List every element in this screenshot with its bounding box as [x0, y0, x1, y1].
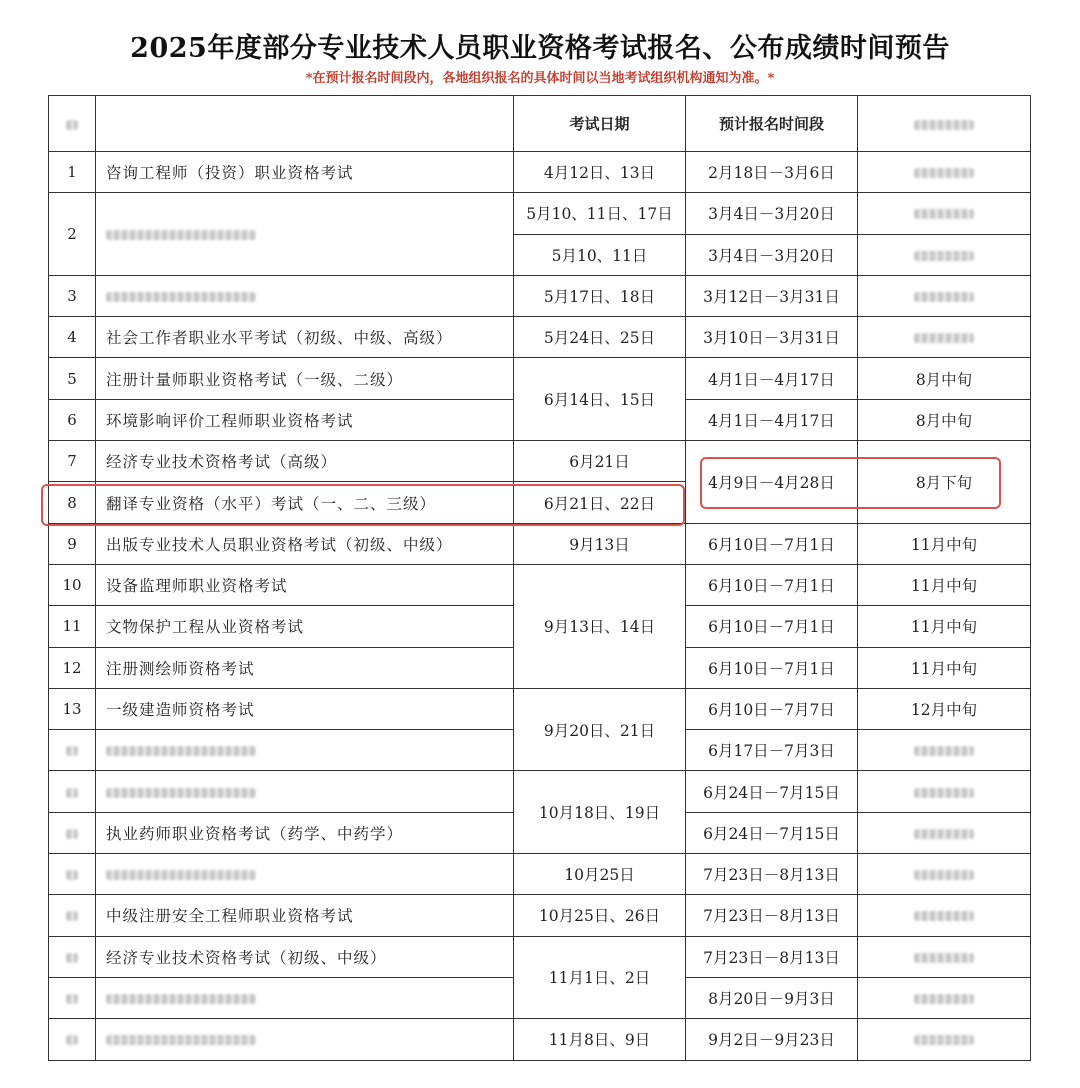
result-time: 8月中旬: [858, 399, 1031, 440]
row-no: 2: [49, 193, 96, 276]
row-no: 12: [49, 647, 96, 688]
row-no: [49, 977, 96, 1018]
exam-date: 6月21日: [514, 441, 686, 482]
blurred-text: [66, 746, 78, 756]
header-exam-date: 考试日期: [514, 96, 686, 152]
reg-period: 7月23日－8月13日: [686, 936, 858, 977]
blurred-text: [66, 788, 78, 798]
reg-period: 6月10日－7月1日: [686, 523, 858, 564]
table-row: [49, 854, 1031, 895]
result-time: 12月中旬: [858, 688, 1031, 729]
exam-name: [96, 1019, 514, 1060]
result-time: [858, 771, 1031, 812]
result-time: [858, 977, 1031, 1018]
row-no: 1: [49, 152, 96, 193]
table-row: [49, 895, 1031, 936]
blurred-text: [66, 911, 78, 921]
reg-period: 6月24日－7月15日: [686, 812, 858, 853]
row-no: [49, 854, 96, 895]
blurred-text: [106, 994, 256, 1004]
reg-period: 4月9日－4月28日: [686, 441, 858, 524]
reg-period: 3月4日－3月20日: [686, 234, 858, 275]
blurred-text: [914, 746, 974, 756]
result-time: 11月中旬: [858, 647, 1031, 688]
table-row: [49, 688, 1031, 729]
exam-date: 9月20日、21日: [514, 688, 686, 771]
table-row: [49, 523, 1031, 564]
result-time: [858, 936, 1031, 977]
header-reg-period: 预计报名时间段: [686, 96, 858, 152]
blurred-text: [106, 1035, 256, 1045]
blurred-text: [66, 120, 78, 130]
reg-period: 8月20日－9月3日: [686, 977, 858, 1018]
exam-date: 5月17日、18日: [514, 275, 686, 316]
result-time: 11月中旬: [858, 564, 1031, 605]
exam-date: 4月12日、13日: [514, 152, 686, 193]
row-no: [49, 730, 96, 771]
table-row: [49, 564, 1031, 605]
row-no: [49, 1019, 96, 1060]
page-subtitle-note: *在预计报名时间段内，各地组织报名的具体时间以当地考试组织机构通知为准。*: [305, 71, 775, 86]
row-no: 8: [49, 482, 96, 523]
table-row: [49, 771, 1031, 812]
table-row: [49, 1019, 1031, 1060]
exam-name: 中级注册安全工程师职业资格考试: [96, 895, 514, 936]
reg-period: 2月18日－3月6日: [686, 152, 858, 193]
blurred-text: [66, 870, 78, 880]
result-time: 8月下旬: [858, 441, 1031, 524]
table-row: [49, 441, 1031, 482]
blurred-text: [914, 251, 974, 261]
row-no: 11: [49, 606, 96, 647]
blurred-text: [914, 994, 974, 1004]
result-time: [858, 234, 1031, 275]
table-row: [49, 275, 1031, 316]
table-row: [49, 936, 1031, 977]
exam-date: 9月13日、14日: [514, 564, 686, 688]
blurred-text: [914, 953, 974, 963]
blurred-text: [106, 292, 256, 302]
reg-period: 6月24日－7月15日: [686, 771, 858, 812]
exam-name: 文物保护工程从业资格考试: [96, 606, 514, 647]
blurred-text: [66, 994, 78, 1004]
blurred-text: [106, 230, 256, 240]
exam-name: 执业药师职业资格考试（药学、中药学）: [96, 812, 514, 853]
exam-date: 5月24日、25日: [514, 317, 686, 358]
header-no: [49, 96, 96, 152]
result-time: [858, 193, 1031, 234]
reg-period: 6月17日－7月3日: [686, 730, 858, 771]
blurred-text: [914, 1035, 974, 1045]
exam-name: 社会工作者职业水平考试（初级、中级、高级）: [96, 317, 514, 358]
exam-name: 注册计量师职业资格考试（一级、二级）: [96, 358, 514, 399]
reg-period: 7月23日－8月13日: [686, 854, 858, 895]
row-no: [49, 812, 96, 853]
row-no: 5: [49, 358, 96, 399]
reg-period: 6月10日－7月7日: [686, 688, 858, 729]
reg-period: 6月10日－7月1日: [686, 606, 858, 647]
exam-name: 环境影响评价工程师职业资格考试: [96, 399, 514, 440]
blurred-text: [106, 746, 256, 756]
exam-name: 翻译专业资格（水平）考试（一、二、三级）: [96, 482, 514, 523]
blurred-text: [914, 870, 974, 880]
exam-name: 经济专业技术资格考试（高级）: [96, 441, 514, 482]
result-time: [858, 275, 1031, 316]
table-row: [49, 358, 1031, 399]
reg-period: 3月12日－3月31日: [686, 275, 858, 316]
page-title: 2025年度部分专业技术人员职业资格考试报名、公布成绩时间预告: [130, 33, 950, 64]
result-time: [858, 1019, 1031, 1060]
exam-date: 10月25日、26日: [514, 895, 686, 936]
row-no: [49, 895, 96, 936]
blurred-text: [914, 292, 974, 302]
exam-name: [96, 977, 514, 1018]
exam-date: 5月10、11日、17日: [514, 193, 686, 234]
row-no: [49, 936, 96, 977]
exam-name: 注册测绘师资格考试: [96, 647, 514, 688]
exam-name: 咨询工程师（投资）职业资格考试: [96, 152, 514, 193]
result-time: 8月中旬: [858, 358, 1031, 399]
exam-name: 出版专业技术人员职业资格考试（初级、中级）: [96, 523, 514, 564]
exam-name: 设备监理师职业资格考试: [96, 564, 514, 605]
exam-name: 经济专业技术资格考试（初级、中级）: [96, 936, 514, 977]
table-row: [49, 193, 1031, 234]
row-no: 7: [49, 441, 96, 482]
exam-name: [96, 730, 514, 771]
row-no: 10: [49, 564, 96, 605]
blurred-text: [66, 1035, 78, 1045]
exam-date: 5月10、11日: [514, 234, 686, 275]
exam-date: 6月21日、22日: [514, 482, 686, 523]
result-time: [858, 152, 1031, 193]
reg-period: 7月23日－8月13日: [686, 895, 858, 936]
reg-period: 6月10日－7月1日: [686, 647, 858, 688]
table-row: [49, 317, 1031, 358]
exam-name: 一级建造师资格考试: [96, 688, 514, 729]
exam-date: 9月13日: [514, 523, 686, 564]
reg-period: 3月10日－3月31日: [686, 317, 858, 358]
row-no: [49, 771, 96, 812]
reg-period: 6月10日－7月1日: [686, 564, 858, 605]
reg-period: 9月2日－9月23日: [686, 1019, 858, 1060]
reg-period: 4月1日－4月17日: [686, 358, 858, 399]
exam-name: [96, 854, 514, 895]
exam-date: 6月14日、15日: [514, 358, 686, 441]
result-time: 11月中旬: [858, 523, 1031, 564]
exam-name: [96, 771, 514, 812]
reg-period: 4月1日－4月17日: [686, 399, 858, 440]
header-name: [96, 96, 514, 152]
row-no: 13: [49, 688, 96, 729]
result-time: 11月中旬: [858, 606, 1031, 647]
blurred-text: [914, 209, 974, 219]
result-time: [858, 854, 1031, 895]
blurred-text: [914, 911, 974, 921]
header-result: [858, 96, 1031, 152]
table-row: [49, 152, 1031, 193]
table-header-row: [49, 96, 1031, 152]
exam-date: 10月25日: [514, 854, 686, 895]
blurred-text: [914, 120, 974, 130]
blurred-text: [914, 333, 974, 343]
result-time: [858, 317, 1031, 358]
exam-date: 11月8日、9日: [514, 1019, 686, 1060]
blurred-text: [106, 788, 256, 798]
row-no: 6: [49, 399, 96, 440]
row-no: 3: [49, 275, 96, 316]
result-time: [858, 812, 1031, 853]
exam-date: 11月1日、2日: [514, 936, 686, 1019]
blurred-text: [66, 829, 78, 839]
row-no: 4: [49, 317, 96, 358]
result-time: [858, 730, 1031, 771]
blurred-text: [914, 788, 974, 798]
exam-name: [96, 193, 514, 276]
blurred-text: [914, 829, 974, 839]
blurred-text: [66, 953, 78, 963]
exam-schedule-table: [48, 95, 1031, 1061]
exam-date: 10月18日、19日: [514, 771, 686, 854]
row-no: 9: [49, 523, 96, 564]
blurred-text: [914, 168, 974, 178]
blurred-text: [106, 870, 256, 880]
reg-period: 3月4日－3月20日: [686, 193, 858, 234]
exam-name: [96, 275, 514, 316]
result-time: [858, 895, 1031, 936]
